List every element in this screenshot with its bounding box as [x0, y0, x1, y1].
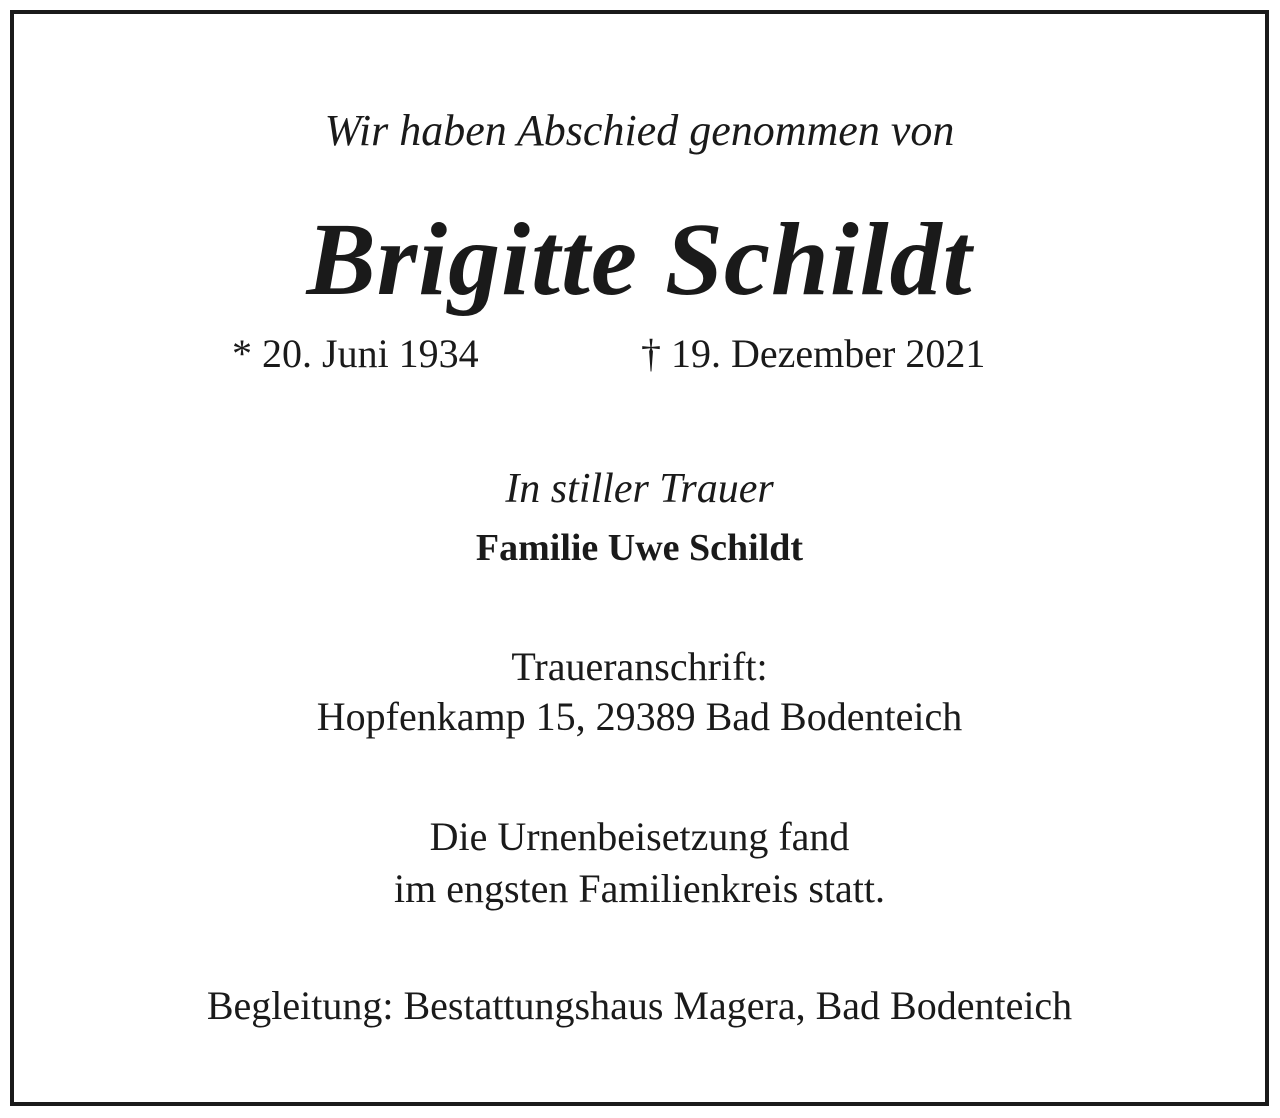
mourning-line: In stiller Trauer [505, 466, 774, 512]
obituary-notice [10, 10, 1269, 1106]
urn-burial-line-2: im engsten Familienkreis statt. [393, 866, 886, 911]
deceased-name: Brigitte Schildt [306, 202, 973, 317]
urn-burial-line-1: Die Urnenbeisetzung fand [429, 814, 850, 859]
birth-date: * 20. Juni 1934 [232, 331, 479, 376]
family-name: Familie Uwe Schildt [475, 527, 804, 569]
funeral-home-line: Begleitung: Bestattungshaus Magera, Bad Bodenteich [206, 983, 1073, 1028]
death-date: † 19. Dezember 2021 [641, 331, 986, 376]
intro-text: Wir haben Abschied genommen von [324, 106, 955, 155]
address-label: Traueranschrift: [511, 644, 768, 689]
address-text: Hopfenkamp 15, 29389 Bad Bodenteich [316, 694, 963, 739]
